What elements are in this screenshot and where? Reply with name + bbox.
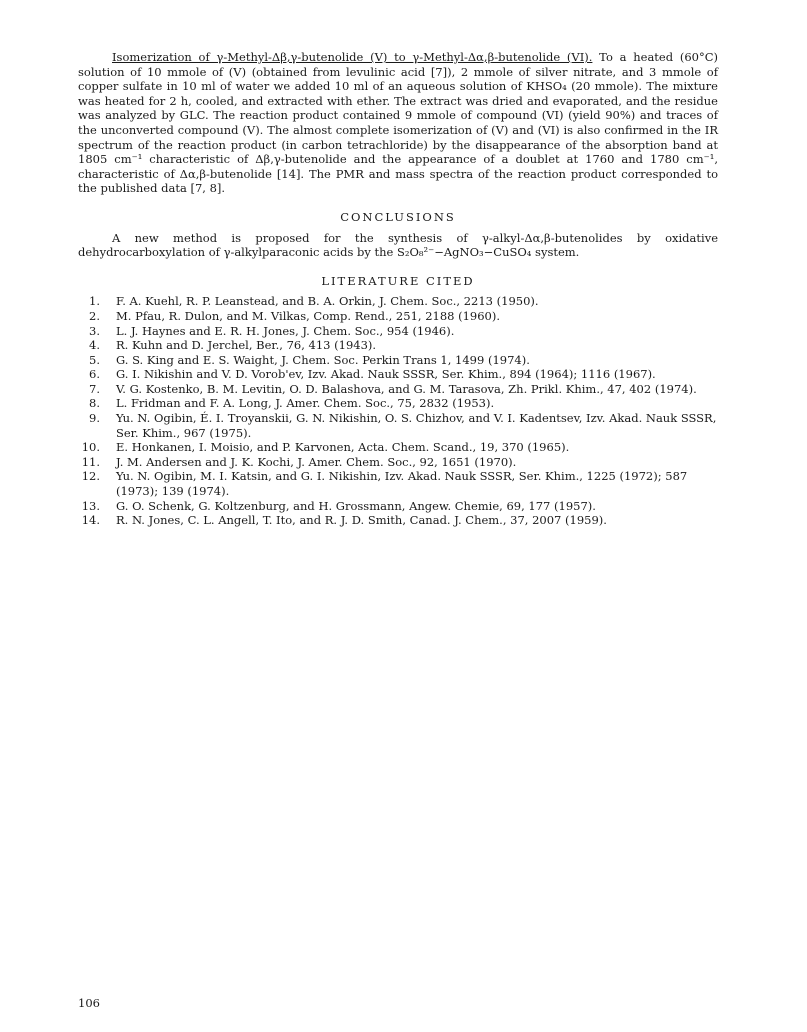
reference-item xyxy=(78,367,718,382)
reference-number: 3. xyxy=(89,323,100,338)
reference-text: V. G. Kostenko, B. M. Levitin, O. D. Balashova, and G. M. Tarasova, Zh. Prikl. Khim., 47, 402 (1974). xyxy=(116,381,697,396)
reference-number: 10. xyxy=(81,440,100,455)
reference-number: 4. xyxy=(89,338,100,353)
reference-item xyxy=(78,469,718,498)
reference-number: 6. xyxy=(89,367,100,382)
experimental-paragraph xyxy=(78,50,718,196)
reference-text: F. A. Kuehl, R. P. Leanstead, and B. A. Orkin, J. Chem. Soc., 2213 (1950). xyxy=(116,294,539,309)
reference-number: 8. xyxy=(89,396,100,411)
reference-text: G. O. Schenk, G. Koltzenburg, and H. Grossmann, Angew. Chemie, 69, 177 (1957). xyxy=(116,498,596,513)
reference-text: G. I. Nikishin and V. D. Vorob'ev, Izv. Akad. Nauk SSSR, Ser. Khim., 894 (1964); 1116 (1967). xyxy=(116,367,656,382)
reference-number: 7. xyxy=(89,381,100,396)
reference-number: 5. xyxy=(89,352,100,367)
page-number: 106 xyxy=(78,996,100,1010)
reference-text: E. Honkanen, I. Moisio, and P. Karvonen, Acta. Chem. Scand., 19, 370 (1965). xyxy=(116,440,570,455)
reference-number: 12. xyxy=(81,469,100,484)
reference-text: L. J. Haynes and E. R. H. Jones, J. Chem. Soc., 954 (1946). xyxy=(116,323,455,338)
reference-text: L. Fridman and F. A. Long, J. Amer. Chem. Soc., 75, 2832 (1953). xyxy=(116,396,495,411)
reference-text: G. S. King and E. S. Waight, J. Chem. Soc. Perkin Trans 1, 1499 (1974). xyxy=(116,352,530,367)
reference-text: R. N. Jones, C. L. Angell, T. Ito, and R. J. D. Smith, Canad. J. Chem., 37, 2007 (1959). xyxy=(116,513,607,528)
reference-item xyxy=(78,382,718,397)
reference-number: 1. xyxy=(89,294,100,309)
reference-item xyxy=(78,396,718,411)
reference-text: J. M. Andersen and J. K. Kochi, J. Amer. Chem. Soc., 92, 1651 (1970). xyxy=(116,454,517,469)
reference-item xyxy=(78,353,718,368)
experimental-heading: Isomerization of γ-Methyl-Δβ,γ-butenolide (V) to γ-Methyl-Δα,β-butenolide (VI). xyxy=(112,50,593,64)
reference-item xyxy=(78,513,718,528)
reference-item xyxy=(78,455,718,470)
reference-item xyxy=(78,411,718,440)
reference-number: 2. xyxy=(89,308,100,323)
reference-item xyxy=(78,294,718,309)
reference-number: 14. xyxy=(81,513,100,528)
reference-number: 13. xyxy=(81,498,100,513)
reference-item xyxy=(78,309,718,324)
reference-text: R. Kuhn and D. Jerchel, Ber., 76, 413 (1943). xyxy=(116,338,377,353)
reference-item xyxy=(78,440,718,455)
reference-item xyxy=(78,338,718,353)
literature-title: LITERATURE CITED xyxy=(321,273,475,288)
reference-text: Yu. N. Ogibin, M. I. Katsin, and G. I. Nikishin, Izv. Akad. Nauk SSSR, Ser. Khim., 1225 (1972); 587 (1973); 139 (1974). xyxy=(116,469,688,499)
reference-text: Yu. N. Ogibin, É. I. Troyanskii, G. N. Nikishin, O. S. Chizhov, and V. I. Kadentsev, Izv. Akad. Nauk SSSR, Ser. Khim., 967 (1975). xyxy=(116,411,717,440)
reference-number: 9. xyxy=(89,411,100,426)
reference-item xyxy=(78,499,718,514)
conclusions-title: CONCLUSIONS xyxy=(340,209,456,224)
reference-item xyxy=(78,324,718,339)
conclusions-text: A new method is proposed for the synthesis of γ-alkyl-Δα,β-butenolides by oxidative dehydrocarboxylation of γ-alkylparaconic acids by the S₂O₈²⁻−AgNO₃−CuSO₄ system. xyxy=(78,230,718,260)
page-body xyxy=(78,50,718,528)
reference-number: 11. xyxy=(81,454,100,469)
reference-list xyxy=(78,294,718,528)
experimental-body: To a heated (60°C) solution of 10 mmole of (V) (obtained from levulinic acid [7]), 2 mmole of silver nitrate, and 3 mmole of copper sulfate in 10 ml of water we added 10 ml of an aqueous solution of KHSO₄ (20 mmole). The mixture was heated for 2 h, cooled, and extracted with ether. The extract was dried and evaporated, and the residue was analyzed by GLC. The reaction product contained 9 mmole of compound (VI) (yield 90%) and traces of the unconverted compound (V). The almost complete isomerization of (V) and (VI) is also confirmed in the IR spectrum of the reaction product (in carbon tetrachloride) by the disappearance of the absorption band at 1805 cm⁻¹ characteristic of Δβ,γ-butenolide and the appearance of a doublet at 1760 and 1780 cm⁻¹, characteristic of Δα,β-butenolide [14]. The PMR and mass spectra of the reaction product corresponded to the published data [7, 8]. xyxy=(78,50,719,196)
reference-text: M. Pfau, R. Dulon, and M. Vilkas, Comp. Rend., 251, 2188 (1960). xyxy=(116,308,501,323)
